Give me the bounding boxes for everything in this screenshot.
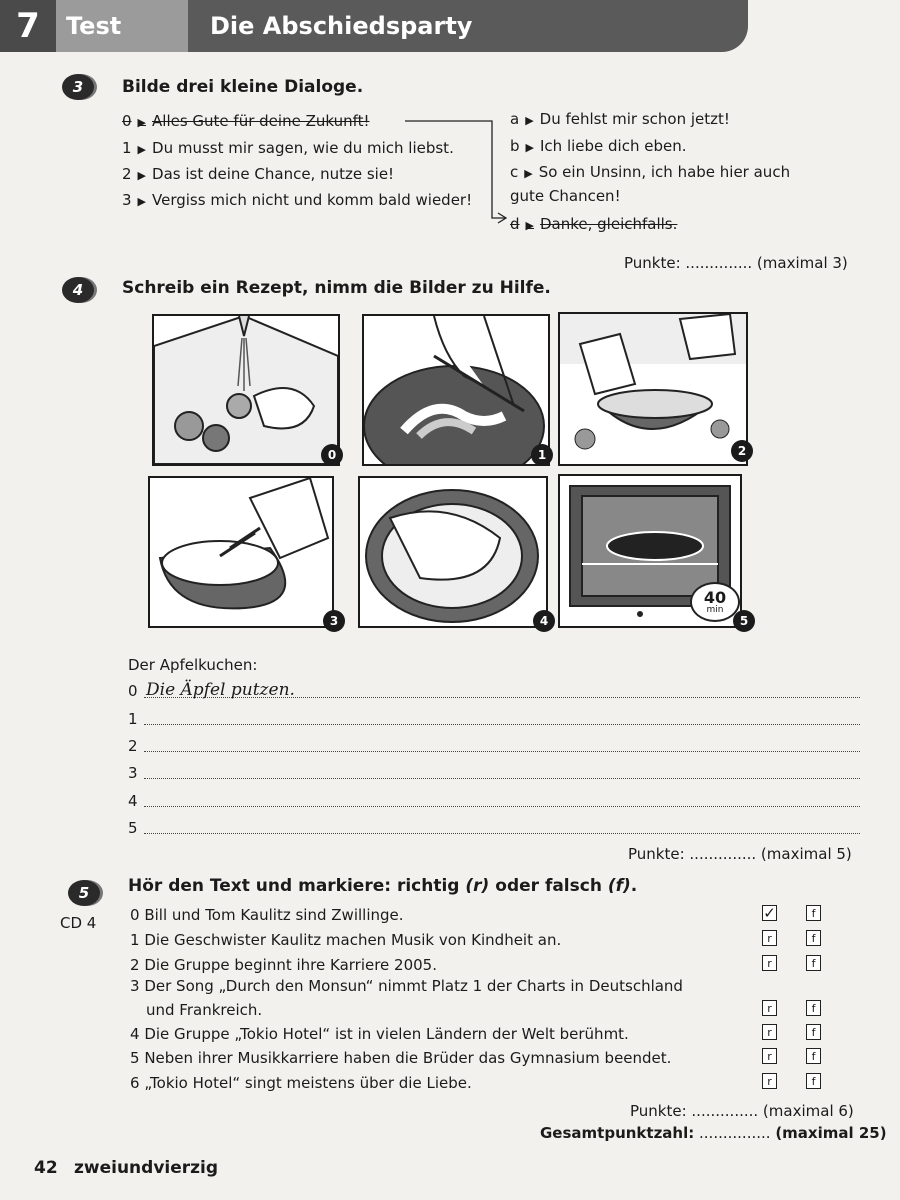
page-number-word: zweiundvierzig [74, 1158, 219, 1178]
checkbox-richtig-2[interactable]: r [762, 955, 777, 971]
dialog-left-2: 2 ▶ Das ist deine Chance, nutze sie! [122, 165, 395, 183]
checkbox-falsch-4[interactable]: f [806, 1024, 821, 1040]
checkbox-falsch-0[interactable]: f [806, 905, 821, 921]
page-title: Die Abschiedsparty [188, 0, 748, 52]
picture-4-dough-in-pan [358, 476, 548, 628]
picture-number-4: 4 [533, 610, 555, 632]
checkbox-richtig-1[interactable]: r [762, 930, 777, 946]
checkbox-richtig-5[interactable]: r [762, 1048, 777, 1064]
task-4-badge: 4 [62, 277, 94, 303]
recipe-line-number-3: 3 [128, 764, 138, 782]
checkbox-falsch-3[interactable]: f [806, 1000, 821, 1016]
picture-0-washing-apples [152, 314, 340, 466]
checkbox-falsch-6[interactable]: f [806, 1073, 821, 1089]
dialog-left-0: 0 ▶ Alles Gute für deine Zukunft! [122, 112, 370, 130]
recipe-answer-line-1[interactable] [144, 724, 860, 725]
total-score: Gesamtpunktzahl: ............... (maximal 25) [540, 1124, 887, 1142]
connector-line [400, 118, 520, 228]
statement-4: 4 Die Gruppe „Tokio Hotel“ ist in vielen Ländern der Welt berühmt. [130, 1025, 629, 1043]
picture-1-slicing-apples [362, 314, 550, 466]
page-header [0, 0, 900, 52]
picture-3-mixer [148, 476, 334, 628]
dialog-right-b: b ▶ Ich liebe dich eben. [510, 137, 687, 155]
statement-5: 5 Neben ihrer Musikkarriere haben die Brüder das Gymnasium beendet. [130, 1049, 672, 1067]
checkbox-falsch-2[interactable]: f [806, 955, 821, 971]
task-3-points: Punkte: .............. (maximal 3) [624, 254, 848, 272]
recipe-answer-line-4[interactable] [144, 806, 860, 807]
dialog-right-d: d ▶ Danke, gleichfalls. [510, 215, 678, 233]
statement-2: 2 Die Gruppe beginnt ihre Karriere 2005. [130, 956, 437, 974]
dialog-right-c: c ▶ So ein Unsinn, ich habe hier auch [510, 163, 791, 181]
checkbox-falsch-5[interactable]: f [806, 1048, 821, 1064]
statement-3-cont: und Frankreich. [146, 1001, 263, 1019]
picture-2-mixing-flour [558, 312, 748, 466]
recipe-line-number-0: 0 [128, 682, 138, 700]
checkbox-falsch-1[interactable]: f [806, 930, 821, 946]
section-label: Test [56, 0, 188, 52]
recipe-answer-line-2[interactable] [144, 751, 860, 752]
picture-number-3: 3 [323, 610, 345, 632]
statement-0: 0 Bill und Tom Kaulitz sind Zwillinge. [130, 906, 404, 924]
recipe-line-number-2: 2 [128, 737, 138, 755]
dialog-right-a: a ▶ Du fehlst mir schon jetzt! [510, 110, 730, 128]
recipe-line-text-0: Die Äpfel putzen. [146, 680, 295, 700]
recipe-answer-line-5[interactable] [144, 833, 860, 834]
checkbox-richtig-6[interactable]: r [762, 1073, 777, 1089]
picture-number-1: 1 [531, 444, 553, 466]
task-5-title: Hör den Text und markiere: richtig (r) oder falsch (f). [128, 876, 638, 896]
recipe-title: Der Apfelkuchen: [128, 656, 258, 674]
unit-number: 7 [0, 0, 56, 52]
task-5-badge: 5 [68, 880, 100, 906]
task-4-points: Punkte: .............. (maximal 5) [628, 845, 852, 863]
statement-6: 6 „Tokio Hotel“ singt meistens über die Liebe. [130, 1074, 472, 1092]
page-number: 42 [34, 1158, 58, 1178]
picture-number-5: 5 [733, 610, 755, 632]
recipe-line-number-1: 1 [128, 710, 138, 728]
recipe-line-number-5: 5 [128, 819, 138, 837]
dialog-right-c-cont: gute Chancen! [510, 187, 621, 205]
recipe-answer-line-0[interactable] [144, 697, 860, 698]
picture-number-2: 2 [731, 440, 753, 462]
statement-1: 1 Die Geschwister Kaulitz machen Musik von Kindheit an. [130, 931, 562, 949]
task-3-badge: 3 [62, 74, 94, 100]
task-5-points: Punkte: .............. (maximal 6) [630, 1102, 854, 1120]
timer-badge: 40 min [690, 582, 740, 622]
task-3-title: Bilde drei kleine Dialoge. [122, 77, 364, 97]
task-4-title: Schreib ein Rezept, nimm die Bilder zu Hilfe. [122, 278, 551, 298]
picture-number-0: 0 [321, 444, 343, 466]
dialog-left-3: 3 ▶ Vergiss mich nicht und komm bald wieder! [122, 191, 473, 209]
statement-3: 3 Der Song „Durch den Monsun“ nimmt Platz 1 der Charts in Deutschland [130, 977, 683, 995]
cd-track-label: CD 4 [60, 914, 97, 932]
dialog-left-1: 1 ▶ Du musst mir sagen, wie du mich liebst. [122, 139, 454, 157]
checkbox-richtig-0[interactable]: ✓ [763, 904, 776, 922]
recipe-line-number-4: 4 [128, 792, 138, 810]
checkbox-richtig-4[interactable]: r [762, 1024, 777, 1040]
recipe-answer-line-3[interactable] [144, 778, 860, 779]
checkbox-richtig-3[interactable]: r [762, 1000, 777, 1016]
